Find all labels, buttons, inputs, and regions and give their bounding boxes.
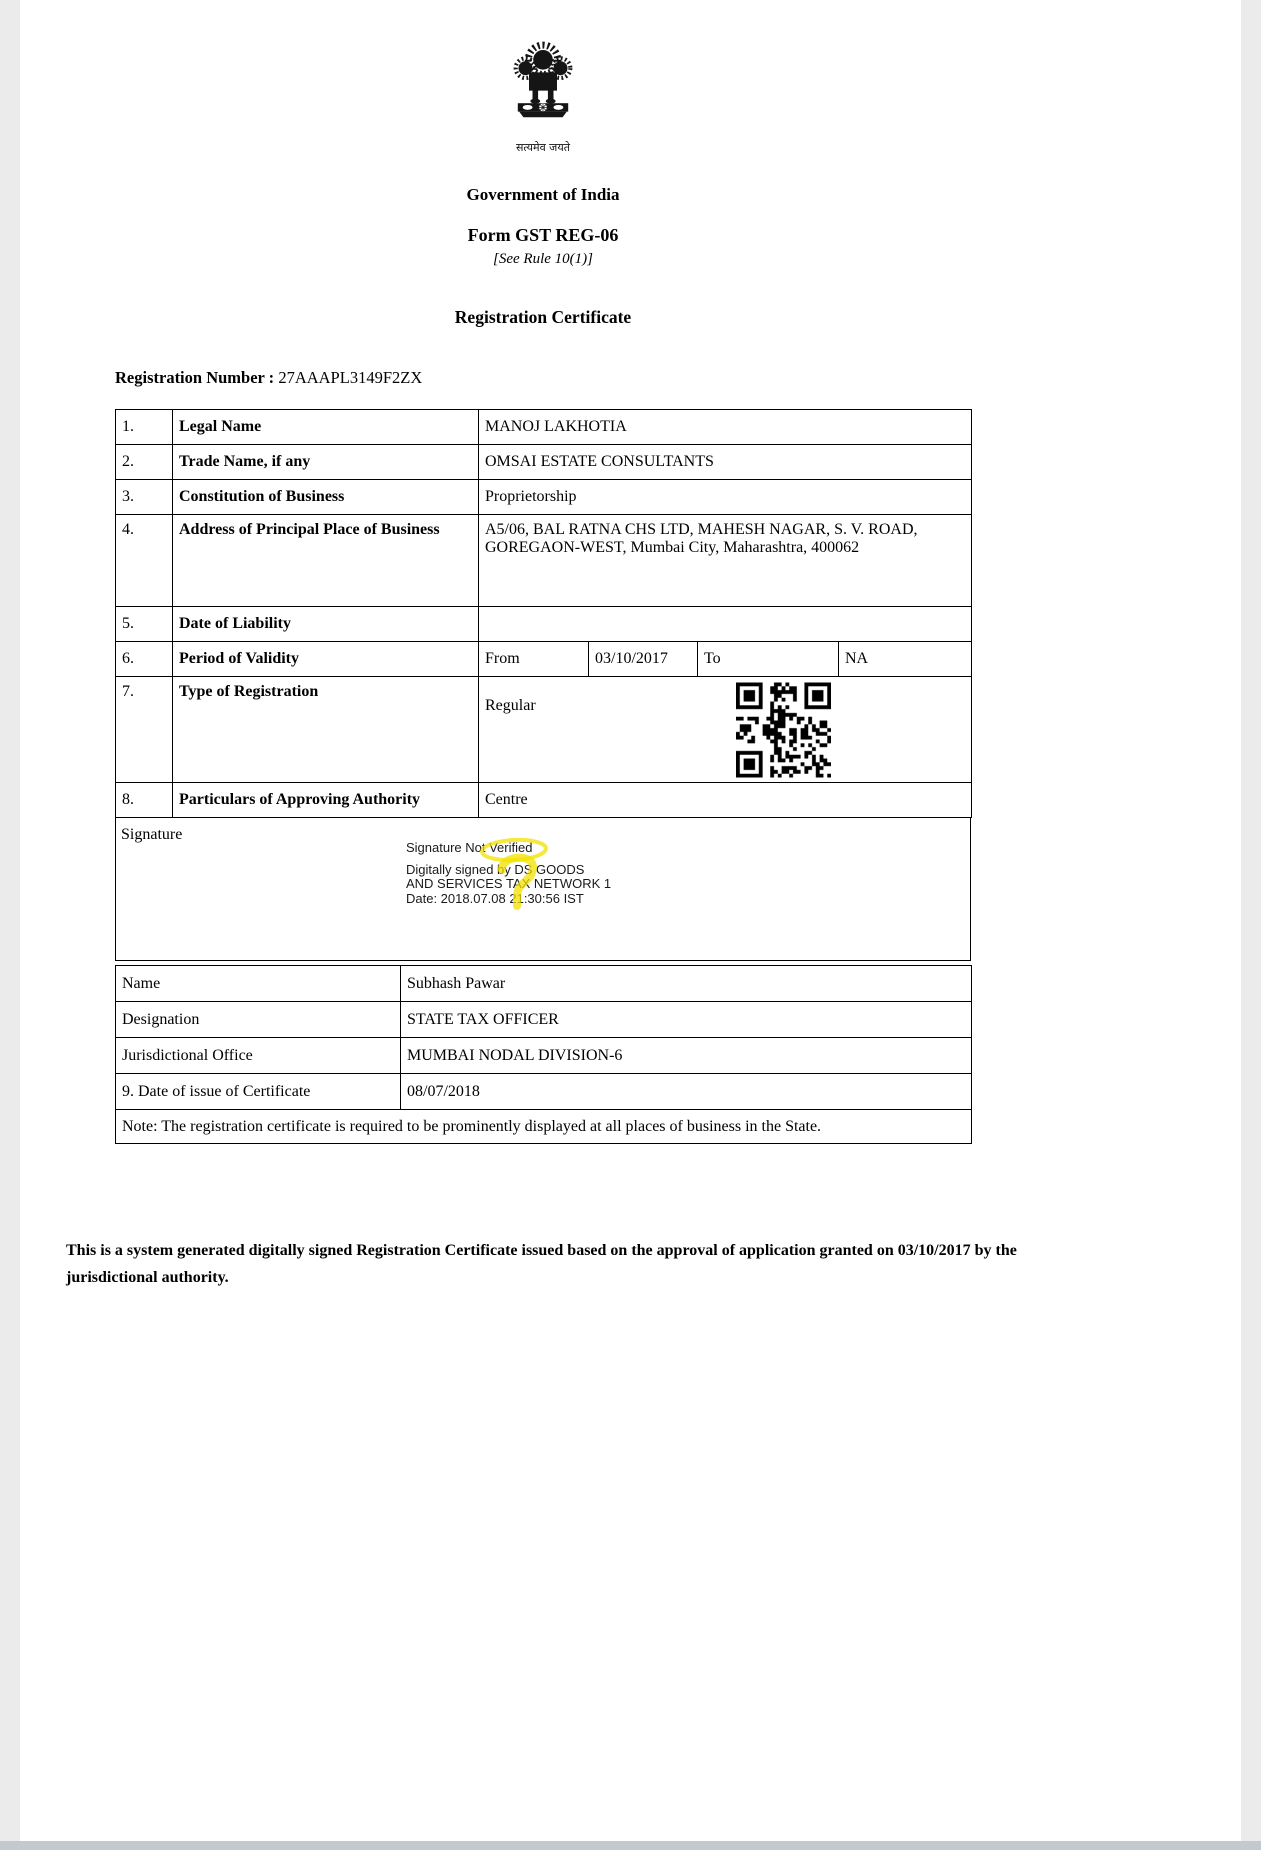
registration-number (115, 368, 971, 388)
table-row (116, 480, 972, 515)
registration-number-label: Registration Number : (115, 368, 275, 387)
row-serial: 1. (116, 410, 173, 445)
table-row (116, 783, 972, 818)
ashoka-emblem-icon (501, 36, 585, 134)
row-label: Address of Principal Place of Business (173, 515, 479, 607)
row-label: Particulars of Approving Authority (173, 783, 479, 818)
table-row (116, 1074, 972, 1110)
officer-row-label: Jurisdictional Office (116, 1038, 401, 1074)
table-row (116, 607, 972, 642)
officer-row-value: MUMBAI NODAL DIVISION-6 (401, 1038, 972, 1074)
officer-row-label: 9. Date of issue of Certificate (116, 1074, 401, 1110)
row-value (479, 677, 972, 783)
note-text: Note: The registration certificate is required to be prominently displayed at all places of business in the State. (116, 1110, 972, 1144)
footer-statement: This is a system generated digitally signed Registration Certificate issued based on the approval of application granted on 03/10/2017 by the jurisdictional authority. (66, 1242, 1017, 1286)
row-value: MANOJ LAKHOTIA (479, 410, 972, 445)
registration-number-value: 27AAAPL3149F2ZX (278, 368, 423, 387)
table-row (116, 410, 972, 445)
details-table (115, 409, 972, 818)
row-label: Trade Name, if any (173, 445, 479, 480)
row-value: Centre (479, 783, 972, 818)
table-row (116, 445, 972, 480)
row-serial: 2. (116, 445, 173, 480)
registration-type-value: Regular (485, 697, 536, 714)
table-row (116, 1110, 972, 1144)
row-serial: 3. (116, 480, 173, 515)
rule-reference: [See Rule 10(1)] (493, 251, 593, 267)
row-value: A5/06, BAL RATNA CHS LTD, MAHESH NAGAR, S. V. ROAD, GOREGAON-WEST, Mumbai City, Maharashtra, 400062 (479, 515, 972, 607)
row-serial: 5. (116, 607, 173, 642)
signature-section (115, 817, 971, 961)
validity-to-label: To (698, 642, 839, 677)
signature-status-line: Signature Not Verified (406, 840, 533, 855)
certificate-title: Registration Certificate (454, 307, 632, 327)
validity-from-label: From (479, 642, 589, 677)
table-row (116, 1038, 972, 1074)
validity-to-value: NA (839, 642, 972, 677)
page-right-margin (1241, 0, 1261, 1850)
officer-row-label: Designation (116, 1002, 401, 1038)
row-label: Period of Validity (173, 642, 479, 677)
validity-from-value: 03/10/2017 (589, 642, 698, 677)
row-serial: 6. (116, 642, 173, 677)
signature-label: Signature (121, 826, 183, 843)
signature-signer-line2: AND SERVICES TAX NETWORK 1 (406, 876, 612, 891)
row-label: Constitution of Business (173, 480, 479, 515)
government-heading: Government of India (466, 185, 620, 204)
row-label: Date of Liability (173, 607, 479, 642)
officer-row-value: STATE TAX OFFICER (401, 1002, 972, 1038)
page-bottom-edge (0, 1841, 1261, 1850)
row-value: Proprietorship (479, 480, 972, 515)
table-row (116, 1002, 972, 1038)
officer-table (115, 965, 972, 1144)
emblem-motto: सत्यमेव जयते (515, 141, 570, 154)
document-content (115, 0, 971, 1144)
row-value (479, 607, 972, 642)
row-label: Legal Name (173, 410, 479, 445)
officer-row-value: Subhash Pawar (401, 966, 972, 1002)
digital-signature-text (406, 841, 611, 906)
row-serial: 7. (116, 677, 173, 783)
signature-signer-line1: Digitally signed by DS GOODS (406, 861, 585, 877)
form-title: Form GST REG-06 (467, 225, 619, 245)
table-row (116, 966, 972, 1002)
row-label: Type of Registration (173, 677, 479, 783)
qr-code (736, 682, 831, 777)
page-left-margin (0, 0, 20, 1850)
row-serial: 4. (116, 515, 173, 607)
officer-row-label: Name (116, 966, 401, 1002)
table-row (116, 515, 972, 607)
table-row (116, 642, 972, 677)
row-serial: 8. (116, 783, 173, 818)
row-value: OMSAI ESTATE CONSULTANTS (479, 445, 972, 480)
india-emblem (115, 36, 971, 155)
signature-date-line: Date: 2018.07.08 21:30:56 IST (406, 890, 584, 906)
table-row (116, 677, 972, 783)
officer-row-value: 08/07/2018 (401, 1074, 972, 1110)
